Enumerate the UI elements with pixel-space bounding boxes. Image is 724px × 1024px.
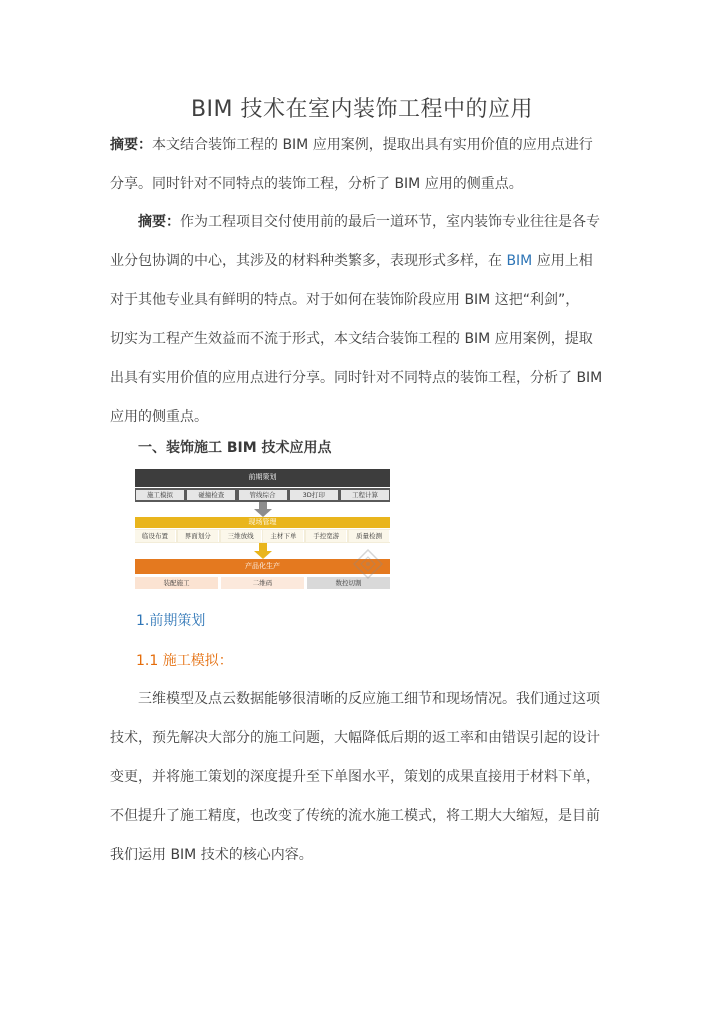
abstract-paragraph-1 (110, 126, 615, 204)
abstract-text: 本文结合装饰工程的 BIM 应用案例，提取出具有实用价值的应用点进行 (152, 137, 593, 153)
bim-link[interactable]: BIM (506, 253, 533, 269)
diagram-item: 手控宽游 (306, 530, 347, 542)
down-arrow-icon (254, 502, 272, 517)
stage-band-planning: 前期策划 (135, 469, 390, 487)
body-paragraph (110, 680, 615, 875)
abstract-line: 对于其他专业具有鲜明的特点。对于如何在装饰阶段应用 BIM 这把“利剑”， (110, 292, 580, 308)
body-line: 三维模型及点云数据能够很清晰的反应施工细节和现场情况。我们通过这项 (138, 691, 600, 707)
subsubsection-heading: 1.1 施工模拟： (136, 653, 233, 669)
abstract-label: 摘要： (138, 214, 180, 230)
stage-items-production (135, 575, 390, 591)
body-line: 变更，并将施工策划的深度提升至下单图水平，策划的成果直接用于材料下单， (110, 769, 600, 785)
abstract-text: 作为工程项目交付使用前的最后一道环节，室内装饰专业往往是各专 (180, 214, 600, 230)
section-heading: 一、装饰施工 BIM 技术应用点 (138, 440, 332, 456)
diagram-item: 管线综合 (239, 490, 287, 500)
abstract-line: 应用的侧重点。 (110, 409, 208, 425)
abstract-paragraph-2 (110, 203, 615, 437)
diagram-item: 施工模拟 (136, 490, 184, 500)
document-title: BIM 技术在室内装饰工程中的应用 (190, 97, 534, 122)
abstract-label: 摘要： (110, 137, 152, 153)
diagram-item: 工程计算 (341, 490, 389, 500)
abstract-line (110, 242, 615, 281)
body-line: 不但提升了施工精度，也改变了传统的流水施工模式，将工期大大缩短，是目前 (110, 808, 600, 824)
diagram-item: 二维码 (221, 577, 304, 589)
abstract-line (110, 203, 615, 242)
diagram-item: 主材下单 (263, 530, 304, 542)
abstract-line: 分享。同时针对不同特点的装饰工程，分析了 BIM 应用的侧重点。 (110, 176, 523, 192)
diagram-item: 碰撞检查 (187, 490, 235, 500)
diagram-item: 界面划分 (178, 530, 219, 542)
diagram-item: 装配施工 (135, 577, 218, 589)
diagram-item: 临设布置 (135, 530, 176, 542)
diagram-item: 3D打印 (290, 490, 338, 500)
stage-band-production: 产品化生产 (135, 559, 390, 574)
abstract-line: 切实为工程产生效益而不流于形式，本文结合装饰工程的 BIM 应用案例，提取 (110, 331, 593, 347)
abstract-line: 出具有实用价值的应用点进行分享。同时针对不同特点的装饰工程，分析了 BIM (110, 370, 603, 386)
body-line: 我们运用 BIM 技术的核心内容。 (110, 847, 313, 863)
stage-items-site (135, 529, 390, 543)
stage-band-site: 现场管理 (135, 517, 390, 528)
abstract-line (110, 126, 615, 165)
abstract-text: 业分包协调的中心，其涉及的材料种类繁多，表现形式多样，在 (110, 253, 507, 269)
subsection-heading: 1.前期策划 (136, 613, 206, 629)
diagram-item: 数控切割 (307, 577, 390, 589)
bim-application-diagram (135, 469, 390, 594)
watermark-logo-icon (353, 549, 383, 579)
abstract-text: 应用上相 (532, 253, 593, 269)
stage-items-planning (135, 488, 390, 502)
diagram-item: 三维放线 (221, 530, 262, 542)
diagram-item: 质量检测 (349, 530, 390, 542)
down-arrow-icon (254, 543, 272, 559)
body-line: 技术，预先解决大部分的施工问题，大幅降低后期的返工率和由错误引起的设计 (110, 730, 600, 746)
